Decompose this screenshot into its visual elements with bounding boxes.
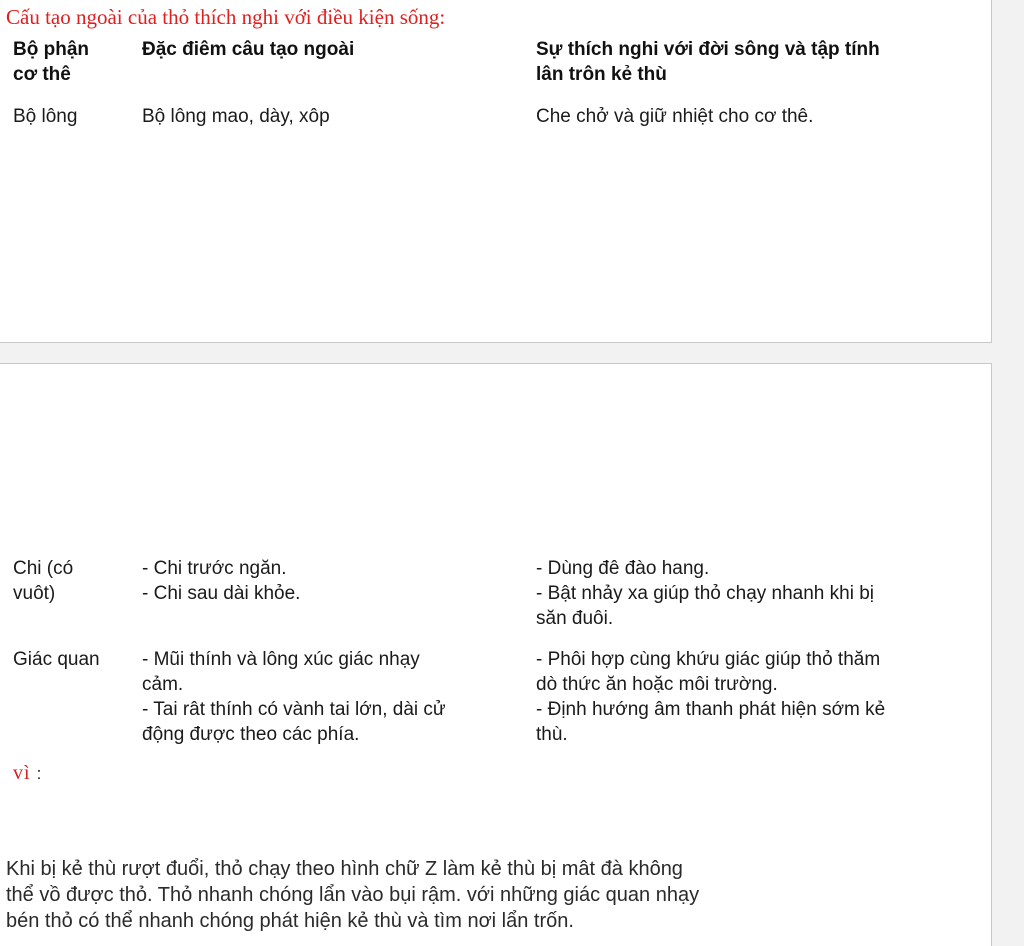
note-label (13, 762, 42, 785)
section-heading: Cấu tạo ngoài của thỏ thích nghi với điều kiện sống: (6, 5, 446, 29)
cell-line: thù. (536, 724, 568, 745)
header-line: lân trôn kẻ thù (536, 64, 667, 85)
cell-line: - Bật nhảy xa giúp thỏ chạy nhanh khi bị (536, 583, 875, 604)
cell-line: Bộ lông mao, dày, xôp (142, 106, 330, 127)
explanation-paragraph (6, 856, 906, 934)
note-colon: : (36, 764, 43, 783)
row-limbs-feature (142, 556, 300, 606)
row-senses-adaptation (536, 647, 885, 747)
cell-line: - Tai rât thính có vành tai lớn, dài cử (142, 699, 446, 720)
cell-line: động được theo các phía. (142, 724, 360, 745)
header-line: Sự thích nghi với đời sông và tập tính (536, 39, 880, 60)
paragraph-line: thể vồ được thỏ. Thỏ nhanh chóng lẩn vào bụi rậm. với những giác quan nhạy (6, 884, 700, 906)
cell-line: Che chở và giữ nhiệt cho cơ thê. (536, 106, 814, 127)
row-fur-adaptation (536, 104, 813, 129)
header-line: cơ thê (13, 64, 71, 85)
cell-line: săn đuôi. (536, 608, 614, 629)
cell-line: - Mũi thính và lông xúc giác nhạy (142, 649, 420, 670)
cell-line: - Phôi hợp cùng khứu giác giúp thỏ thăm (536, 649, 881, 670)
row-fur-part (13, 104, 77, 129)
row-limbs-adaptation (536, 556, 874, 631)
cell-line: Giác quan (13, 649, 100, 670)
header-body-part (13, 37, 89, 87)
cell-line: dò thức ăn hoặc môi trường. (536, 674, 778, 695)
note-label-text: vì (13, 762, 31, 784)
cell-line: vuôt) (13, 583, 56, 604)
cell-line: - Chi sau dài khỏe. (142, 583, 301, 604)
row-senses-part (13, 647, 100, 672)
cell-line: Chi (có (13, 558, 74, 579)
cell-line: - Chi trước ngăn. (142, 558, 287, 579)
cell-line: - Định hướng âm thanh phát hiện sớm kẻ (536, 699, 886, 720)
paragraph-line: Khi bị kẻ thù rượt đuổi, thỏ chạy theo hình chữ Z làm kẻ thù bị mât đà không (6, 858, 683, 880)
header-external-features (142, 37, 354, 62)
cell-line: cảm. (142, 674, 184, 695)
row-fur-feature (142, 104, 330, 129)
header-line: Đặc điêm câu tạo ngoài (142, 39, 355, 60)
row-senses-feature (142, 647, 446, 747)
cell-line: - Dùng đê đào hang. (536, 558, 710, 579)
cell-line: Bộ lông (13, 106, 78, 127)
row-limbs-part (13, 556, 73, 606)
header-line: Bộ phận (13, 39, 89, 60)
paragraph-line: bén thỏ có thể nhanh chóng phát hiện kẻ thù và tìm nơi lẩn trốn. (6, 910, 574, 932)
header-adaptation (536, 37, 880, 87)
